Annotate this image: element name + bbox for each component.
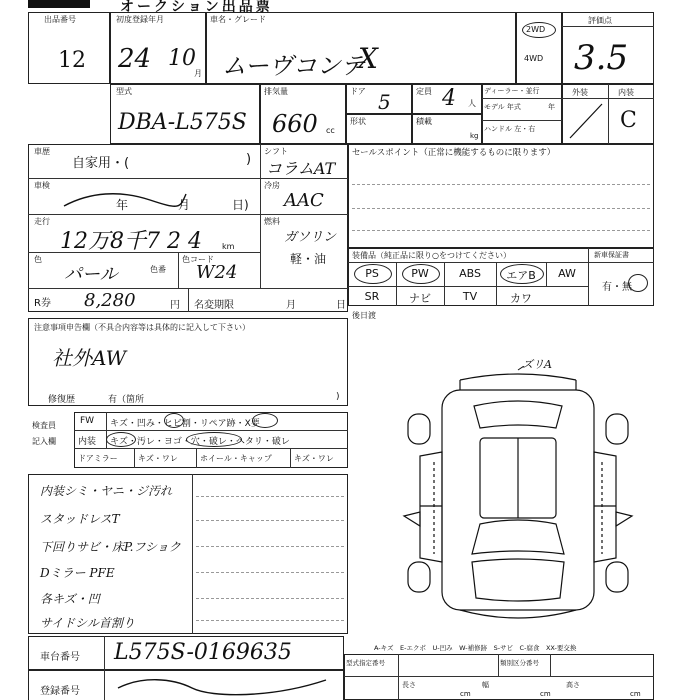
color-value: パール [64,264,118,285]
repair-value: 有（箇所 [108,395,145,405]
disp-value: 660 [272,110,318,138]
rtax-unit: 円 [170,300,180,311]
equip-ps-circle [354,264,392,284]
regno-label: 登録番号 [40,686,80,697]
warranty-value: 有・無 [602,282,632,293]
inspector-mirror-text: キズ・ワレ [138,454,178,463]
door-value: 5 [378,90,391,114]
handle-label: ハンドル 左・右 [484,125,536,133]
first-reg-label: 初度登録年月 [116,15,164,24]
equip-airbag-circle [500,264,544,284]
shift-value: コラムAT [266,159,336,178]
shape-label: 形状 [350,117,366,126]
rtax-value: 8,280 [84,290,136,311]
inspector-mirror-tag: ドアミラー [78,454,118,463]
inspect-year-unit: 年 [116,198,129,212]
model-year-label: モデル 年式 [484,103,521,111]
mileage-value: 12万8千7 2 4 [60,229,202,254]
inspector-mark-3 [106,432,136,447]
inspector-wheel-tag: ホイール・キャップ [200,454,272,463]
remark-2: スタッドレスT [40,512,120,526]
disp-unit: cc [326,126,335,135]
ext-label: 外装 [572,88,588,97]
inspector-mark-4 [186,432,242,447]
equip-leather: カワ [510,292,532,305]
cap-value: 4 [442,86,456,111]
shift-label: シフト [264,147,288,156]
equip-abs: ABS [459,267,481,280]
first-reg-year: 24 [118,44,152,74]
inspector-int-text: キズ・汚レ・ヨゴ・穴・破レ・ヘタリ・破レ [110,437,290,447]
regno-strike-mark [112,674,332,700]
sales-points-label: セールスポイント（正常に機能するものに限ります） [352,148,556,158]
model-label: 型式 [116,87,132,96]
color-code-value: W24 [196,262,238,283]
load-label: 積載 [416,117,432,126]
equip-aw: AW [558,267,576,280]
mileage-unit: km [222,242,235,251]
inspector-wheel-text: キズ・ワレ [294,454,334,463]
drive-2wd: 2WD [526,25,546,34]
dim-length-label: 長さ [402,681,416,689]
use-label: 車歴 [34,147,50,156]
chassis-value: L575S-0169635 [114,640,292,665]
expiry-label: 名変期限 [194,300,234,311]
load-unit: kg [470,132,479,140]
equip-navi: ナビ [409,292,431,305]
model-value: DBA-L575S [118,110,247,135]
use-close: ) [246,152,252,167]
after-delivery-label: 後日渡 [352,311,376,320]
equipment-label: 装備品（純正品に限り○をつけてください） [352,251,511,260]
color-no-label: 色番 [150,265,166,274]
equip-airbag: エアB [506,269,536,282]
dealer-label: ディーラー・並行 [484,87,540,95]
color-label: 色 [34,255,42,264]
car-name-value: ムーヴコンテ [222,52,365,80]
diagram-label: ズリA [522,358,552,371]
repair-close: ) [336,392,340,402]
notes-value: 社外AW [52,346,127,370]
recall-box [344,654,654,700]
ac-label: 冷房 [264,181,280,190]
inspector-fw-tag: FW [80,416,95,426]
color-code-label: 色コード [182,255,214,264]
inspect-month-unit: 月 [178,198,191,212]
rtax-label: R券 [34,298,51,309]
ac-value: AAC [284,190,324,211]
equip-pw-circle [402,264,440,284]
inspector-label-2: 記入欄 [32,437,56,446]
expiry-month: 月 [286,300,296,311]
first-reg-month-unit: 月 [194,69,202,78]
inspect-label: 車検 [34,181,50,190]
car-name-label: 車名・グレード [210,15,266,24]
equip-pw: PW [411,267,429,280]
equip-ps: PS [365,267,379,280]
inspector-label-1: 検査員 [32,421,56,430]
sales-points-box [348,144,654,248]
remark-4: Dミラー PFE [40,566,115,580]
recall-label-1: 型式指定番号 [346,659,385,667]
door-label: ドア [350,87,366,96]
inspect-strike-mark [60,186,190,214]
inspector-mark-1 [164,413,184,428]
recall-label-2: 類別区分番号 [500,659,539,667]
dim-width-label: 幅 [482,681,489,689]
first-reg-month: 10 [168,46,196,71]
remark-6: サイドシル首割り [40,616,135,630]
warranty-circle [628,274,648,292]
inspector-fw-text: キズ・凹み・ヒビ割・リペア跡・X要 [110,419,260,429]
lot-label: 出品番号 [44,15,76,24]
chassis-label: 車台番号 [40,652,80,663]
car-diagram [400,366,636,630]
inspect-day-unit: 日) [232,198,249,212]
equip-sr: SR [364,290,380,303]
disp-label: 排気量 [264,87,288,96]
dim-height-label: 高さ [566,681,580,689]
use-value: 自家用・( [72,156,130,171]
dim-width-unit: cm [540,690,551,698]
expiry-day: 日 [336,300,346,311]
inspector-mark-2 [252,413,278,428]
cap-unit: 人 [468,99,476,108]
warranty-label: 新車保証書 [594,251,629,259]
remark-5: 各キズ・凹 [40,592,100,606]
int-label: 内装 [618,88,634,97]
dim-height-unit: cm [630,690,641,698]
mileage-label: 走行 [34,217,50,226]
remark-3: 下回りサビ・床P.フショク [40,540,181,554]
damage-legend: A-キズ E-エクボ U-凹み W-補修跡 S-サビ C-腐食 XX-要交換 [374,644,577,652]
fuel-value: ガソリン [284,230,337,245]
ext-slash-mark [566,100,606,142]
header-black-label [28,0,90,8]
car-grade-value: X [358,42,378,75]
score-value: 3.5 [574,38,629,78]
cap-label: 定員 [416,87,432,96]
model-year-unit: 年 [548,103,555,111]
equip-tv: TV [462,290,478,303]
form-title: オークション出品票 [120,0,273,15]
drive-4wd: 4WD [524,54,544,63]
score-label: 評価点 [588,16,612,25]
notes-label: 注意事項申告欄（不具合内容等は具体的に記入して下さい） [34,323,250,332]
dim-length-unit: cm [460,690,471,698]
inspector-int-tag: 内装 [78,437,97,447]
int-score: C [620,108,637,133]
lot-number: 12 [58,48,86,73]
remark-1: 内装シミ・ヤニ・ジ汚れ [40,484,173,498]
fuel-sub: 軽・油 [290,252,327,266]
repair-label: 修復歴 [48,395,76,405]
fuel-label: 燃料 [264,217,280,226]
